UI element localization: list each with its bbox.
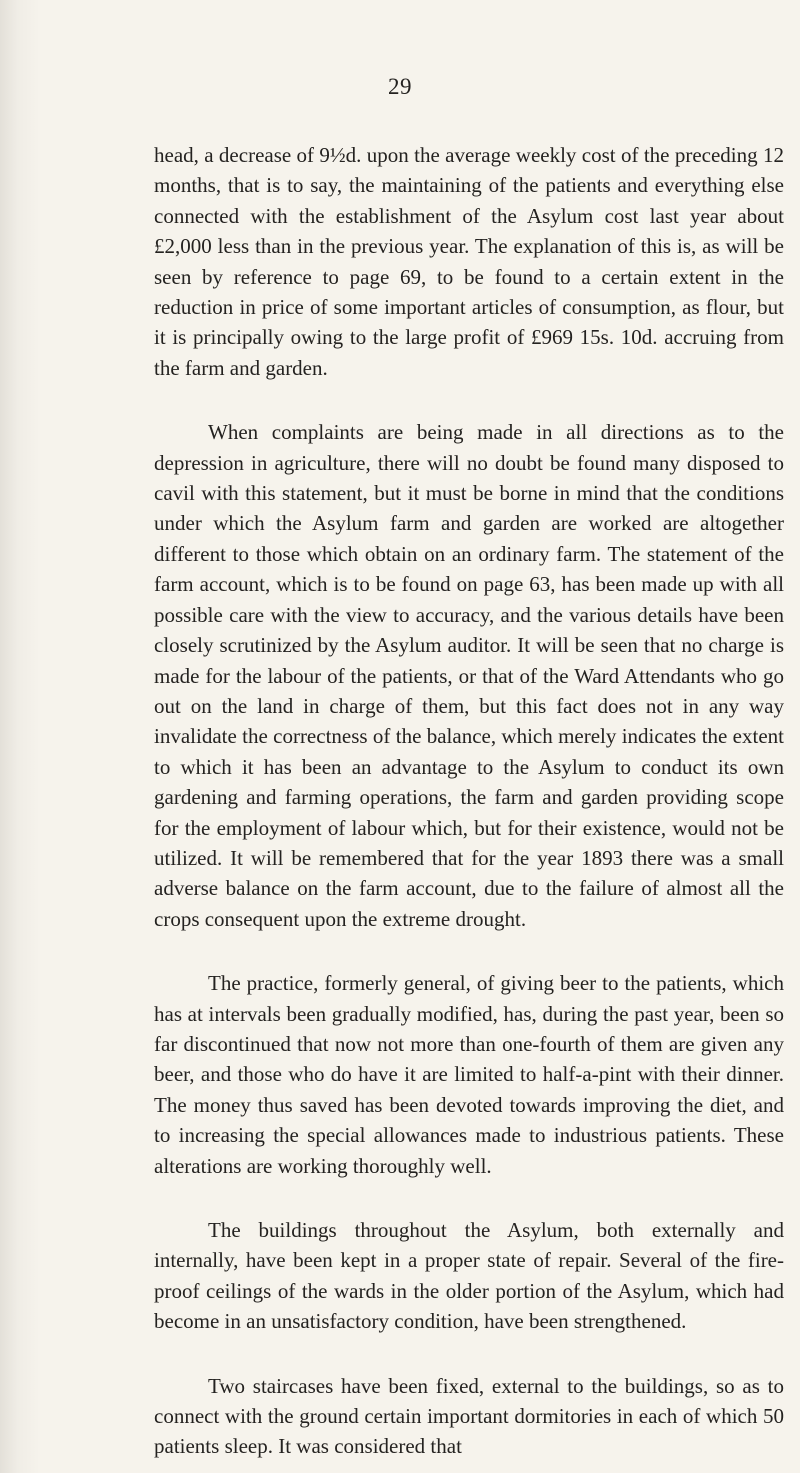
paragraph-buildings-repair: The buildings throughout the Asylum, both externally and internally, have been kept in a proper state of repair. Several of the fire-proof ceilings of the wards in the older portion of the Asylum, which had become in an unsatisfactory condition, have been strengthened. bbox=[154, 1218, 784, 1334]
paragraph-beer-practice: The practice, formerly general, of giving beer to the patients, which has at intervals been gradually modified, has, during the past year, been so far discontinued that now not more than one-fourth of them are given any beer, and those who do have it are limited to half-a-pint with their dinner. The money thus saved has been devoted towards improving the diet, and to increasing the special allowances made to industrious patients. These alterations are working thoroughly well. bbox=[154, 971, 784, 1178]
body-text bbox=[154, 140, 784, 1462]
paragraph-farm-account: When complaints are being made in all directions as to the depression in agriculture, there will no doubt be found many disposed to cavil with this statement, but it must be borne in mind that the conditions under which the Asylum farm and garden are worked are altogether different to those which obtain on an ordinary farm. The statement of the farm account, which is to be found on page 63, has been made up with all possible care with the view to accuracy, and the various details have been closely scrutinized by the Asylum auditor. It will be seen that no charge is made for the labour of the patients, or that of the Ward Attendants who go out on the land in charge of them, but this fact does not in any way invalidate the correctness of the balance, which merely indicates the extent to which it has been an advantage to the Asylum to conduct its own gardening and farming operations, the farm and garden providing scope for the employment of labour which, but for their existence, would not be utilized. It will be remembered that for the year 1893 there was a small adverse balance on the farm account, due to the failure of almost all the crops consequent upon the extreme drought. bbox=[154, 420, 784, 931]
paragraph-diet-cost: head, a decrease of 9½d. upon the average weekly cost of the preceding 12 months, that is to say, the maintaining of the patients and everything else connected with the establishment of the Asylum cost last year about £2,000 less than in the previous year. The explanation of this is, as will be seen by reference to page 69, to be found to a certain extent in the reduction in price of some important articles of consumption, as flour, but it is principally owing to the large profit of £969 15s. 10d. accruing from the farm and garden. bbox=[154, 143, 784, 380]
paragraph-staircases: Two staircases have been fixed, external to the buildings, so as to connect with the ground certain important dormitories in each of which 50 patients sleep. It was considered that bbox=[154, 1373, 784, 1459]
page-number: 29 bbox=[388, 74, 412, 99]
